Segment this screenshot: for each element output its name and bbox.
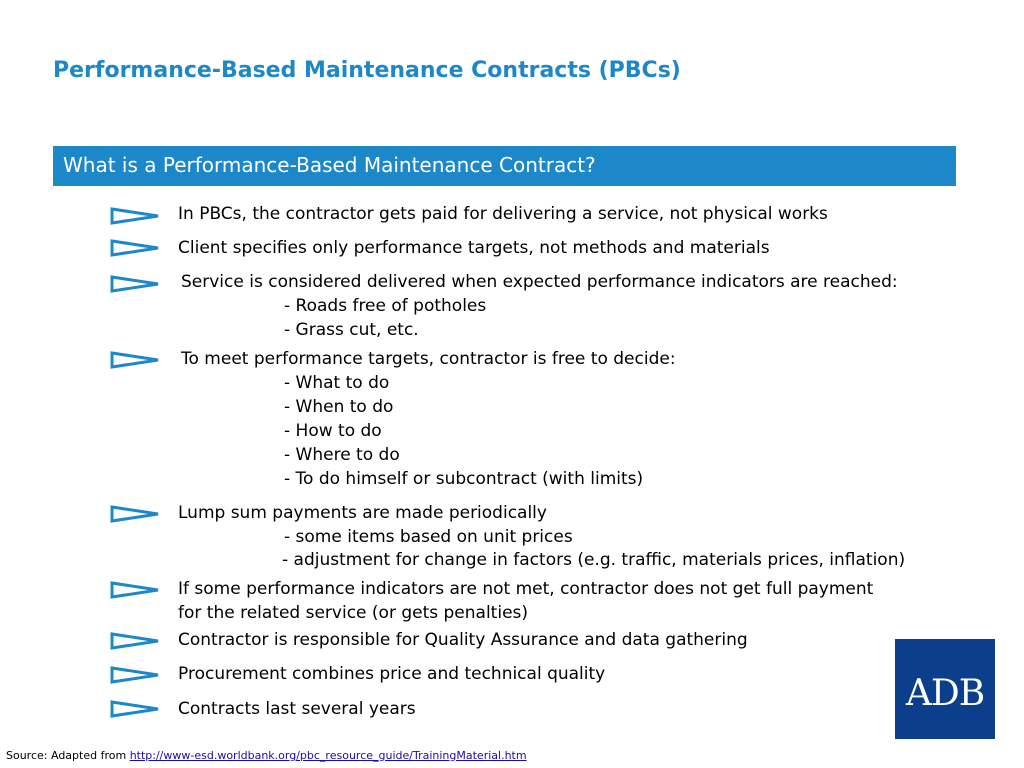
sub-item: - When to do <box>284 397 394 417</box>
arrow-bullet-icon <box>110 666 160 684</box>
arrow-bullet-icon <box>110 275 160 293</box>
slide-title: Performance-Based Maintenance Contracts (PBCs) <box>53 58 681 83</box>
section-banner <box>53 146 956 186</box>
bullet-text: In PBCs, the contractor gets paid for delivering a service, not physical works <box>178 204 828 224</box>
arrow-bullet-icon <box>110 505 160 523</box>
bullet-text: If some performance indicators are not met, contractor does not get full payment <box>178 579 874 599</box>
arrow-bullet-icon <box>110 581 160 599</box>
source-footnote <box>6 749 527 762</box>
logo-text: ADB <box>905 673 985 714</box>
sub-item: - How to do <box>284 421 382 441</box>
bullet-text: Client specifies only performance targets, not methods and materials <box>178 238 770 258</box>
adb-logo <box>895 639 995 739</box>
arrow-bullet-icon <box>110 239 160 257</box>
arrow-bullet-icon <box>110 700 160 718</box>
sub-item: - adjustment for change in factors (e.g. traffic, materials prices, inflation) <box>282 550 906 570</box>
bullet-text: Service is considered delivered when expected performance indicators are reached: <box>181 272 898 292</box>
bullet-text: To meet performance targets, contractor is free to decide: <box>181 349 676 369</box>
sub-item: - To do himself or subcontract (with limits) <box>284 469 644 489</box>
bullet-text: Contracts last several years <box>178 699 416 719</box>
arrow-bullet-icon <box>110 632 160 650</box>
arrow-bullet-icon <box>110 207 160 225</box>
source-prefix: Source: Adapted from <box>6 749 130 762</box>
bullet-text-continued: for the related service (or gets penalties) <box>178 603 529 623</box>
banner-heading: What is a Performance-Based Maintenance Contract? <box>63 153 596 177</box>
bullet-text: Lump sum payments are made periodically <box>178 503 547 523</box>
bullet-text: Procurement combines price and technical quality <box>178 664 606 684</box>
sub-item: - Where to do <box>284 445 400 465</box>
source-link[interactable]: http://www-esd.worldbank.org/pbc_resource_guide/TrainingMaterial.htm <box>129 749 527 762</box>
sub-item: - What to do <box>284 373 390 393</box>
sub-item: - Grass cut, etc. <box>284 320 419 340</box>
sub-item: - some items based on unit prices <box>284 527 573 547</box>
arrow-bullet-icon <box>110 351 160 369</box>
sub-item: - Roads free of potholes <box>284 296 487 316</box>
bullet-text: Contractor is responsible for Quality Assurance and data gathering <box>178 630 748 650</box>
